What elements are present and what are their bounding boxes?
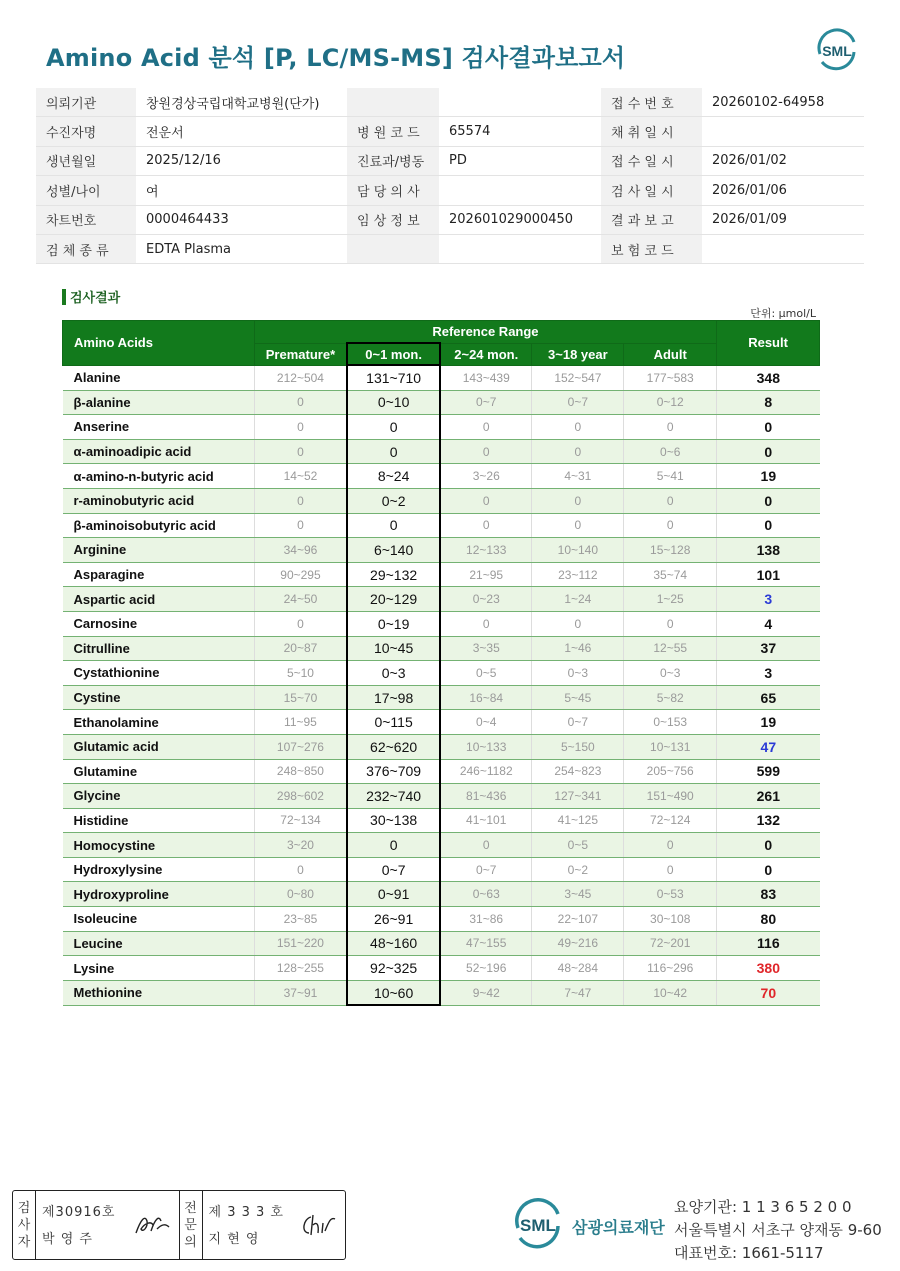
reference-range-cell: 37~91 — [254, 980, 347, 1005]
reference-range-cell: 0 — [624, 488, 717, 513]
header-3-18-year: 3~18 year — [532, 343, 624, 365]
reference-range-cell: 107~276 — [254, 734, 347, 759]
reference-range-cell: 0 — [532, 488, 624, 513]
amino-acid-name: Cystathionine — [63, 661, 255, 686]
reference-range-cell: 1~46 — [532, 636, 624, 661]
header-premature: Premature* — [254, 343, 347, 365]
contact-line-1: 요양기관: 1 1 3 6 5 2 0 0 — [674, 1198, 852, 1216]
reference-range-cell: 48~284 — [532, 956, 624, 981]
info-value — [702, 117, 864, 146]
reference-range-cell: 0 — [254, 513, 347, 538]
info-label: 성별/나이 — [36, 176, 136, 205]
result-row — [63, 464, 820, 489]
tester-label — [13, 1191, 36, 1259]
result-value: 3 — [717, 587, 820, 612]
info-value: EDTA Plasma — [136, 234, 347, 263]
reference-range-cell: 151~490 — [624, 784, 717, 809]
specialist-label — [179, 1191, 203, 1259]
result-value: 348 — [717, 365, 820, 390]
contact-line-3: 대표번호: 1661-5117 — [674, 1244, 824, 1262]
info-value — [439, 234, 601, 263]
amino-acid-name: Methionine — [63, 980, 255, 1005]
info-value: 20260102-64958 — [702, 88, 864, 117]
org-contact — [674, 1196, 882, 1265]
reference-range-cell: 5~150 — [532, 734, 624, 759]
info-label: 임 상 정 보 — [347, 205, 439, 234]
reference-range-cell: 7~47 — [532, 980, 624, 1005]
info-value: 2025/12/16 — [136, 146, 347, 175]
result-value: 83 — [717, 882, 820, 907]
result-value: 0 — [717, 513, 820, 538]
reference-range-cell: 29~132 — [347, 562, 440, 587]
amino-acid-name: Citrulline — [63, 636, 255, 661]
info-value: 창원경상국립대학교병원(단가) — [136, 88, 347, 117]
reference-range-cell: 0~3 — [347, 661, 440, 686]
reference-range-cell: 0~115 — [347, 710, 440, 735]
info-value: 65574 — [439, 117, 601, 146]
amino-acid-name: r-aminobutyric acid — [63, 488, 255, 513]
amino-acid-name: Hydroxylysine — [63, 857, 255, 882]
reference-range-cell: 0~91 — [347, 882, 440, 907]
result-row — [63, 365, 820, 390]
info-value: 2026/01/09 — [702, 205, 864, 234]
reference-range-cell: 0 — [440, 488, 532, 513]
vertical-char: 사 — [17, 1217, 31, 1233]
result-value: 0 — [717, 415, 820, 440]
reference-range-cell: 0 — [624, 833, 717, 858]
reference-range-cell: 177~583 — [624, 365, 717, 390]
info-row — [36, 146, 864, 175]
result-value: 47 — [717, 734, 820, 759]
result-value: 380 — [717, 956, 820, 981]
logo-top-text: SML — [822, 43, 852, 59]
result-value: 0 — [717, 857, 820, 882]
reference-range-cell: 23~85 — [254, 907, 347, 932]
amino-acid-name: Hydroxyproline — [63, 882, 255, 907]
reference-range-cell: 24~50 — [254, 587, 347, 612]
amino-acid-name: Glutamic acid — [63, 734, 255, 759]
reference-range-cell: 41~125 — [532, 808, 624, 833]
result-value: 0 — [717, 439, 820, 464]
reference-range-cell: 0~5 — [532, 833, 624, 858]
result-row — [63, 808, 820, 833]
info-value: 여 — [136, 176, 347, 205]
info-row — [36, 234, 864, 263]
reference-range-cell: 35~74 — [624, 562, 717, 587]
result-value: 599 — [717, 759, 820, 784]
reference-range-cell: 41~101 — [440, 808, 532, 833]
info-label: 검 사 일 시 — [601, 176, 702, 205]
vertical-char: 전 — [184, 1200, 197, 1216]
specialist-signature-icon — [299, 1211, 337, 1239]
reference-range-cell: 0~153 — [624, 710, 717, 735]
reference-range-cell: 298~602 — [254, 784, 347, 809]
reference-range-cell: 0~5 — [440, 661, 532, 686]
reference-range-cell: 0 — [254, 415, 347, 440]
result-row — [63, 415, 820, 440]
header-adult: Adult — [624, 343, 717, 365]
reference-range-cell: 0~23 — [440, 587, 532, 612]
reference-range-cell: 3~45 — [532, 882, 624, 907]
info-value: PD — [439, 146, 601, 175]
amino-acid-name: Alanine — [63, 365, 255, 390]
reference-range-cell: 0 — [440, 611, 532, 636]
header-amino-acids: Amino Acids — [63, 321, 255, 366]
info-value: 2026/01/02 — [702, 146, 864, 175]
result-row — [63, 734, 820, 759]
reference-range-cell: 0 — [440, 439, 532, 464]
amino-acid-name: β-alanine — [63, 390, 255, 415]
header-reference-range: Reference Range — [254, 321, 716, 344]
contact-line-2: 서울특별시 서초구 양재동 9-60 — [674, 1221, 882, 1239]
reference-range-cell: 10~60 — [347, 980, 440, 1005]
info-label: 진료과/병동 — [347, 146, 439, 175]
reference-range-cell: 212~504 — [254, 365, 347, 390]
amino-acid-name: Leucine — [63, 931, 255, 956]
result-row — [63, 710, 820, 735]
header-result: Result — [717, 321, 820, 366]
specialist-license: 제 3 3 3 호 — [208, 1205, 284, 1220]
result-value: 101 — [717, 562, 820, 587]
patient-info-table — [36, 88, 864, 264]
reference-range-cell: 1~25 — [624, 587, 717, 612]
sml-logo-icon — [510, 1198, 566, 1254]
info-row — [36, 117, 864, 146]
reference-range-cell: 52~196 — [440, 956, 532, 981]
reference-range-cell: 0~80 — [254, 882, 347, 907]
info-label: 수진자명 — [36, 117, 136, 146]
vertical-char: 검 — [17, 1200, 31, 1216]
reference-range-cell: 0 — [254, 439, 347, 464]
result-value: 80 — [717, 907, 820, 932]
reference-range-cell: 0~7 — [532, 390, 624, 415]
info-label: 접 수 일 시 — [601, 146, 702, 175]
tester-license: 제30916호 — [42, 1205, 116, 1220]
patient-info — [36, 88, 864, 264]
info-row — [36, 176, 864, 205]
reference-range-cell: 90~295 — [254, 562, 347, 587]
reference-range-cell: 0 — [440, 415, 532, 440]
reference-range-cell: 21~95 — [440, 562, 532, 587]
signature-box — [12, 1190, 346, 1260]
amino-acid-name: Homocystine — [63, 833, 255, 858]
reference-range-cell: 128~255 — [254, 956, 347, 981]
reference-range-cell: 0 — [532, 611, 624, 636]
reference-range-cell: 10~42 — [624, 980, 717, 1005]
reference-range-cell: 0 — [254, 488, 347, 513]
info-label: 검 체 종 류 — [36, 234, 136, 263]
result-row — [63, 562, 820, 587]
reference-range-cell: 1~24 — [532, 587, 624, 612]
reference-range-cell: 0~53 — [624, 882, 717, 907]
result-value: 37 — [717, 636, 820, 661]
info-value: 0000464433 — [136, 205, 347, 234]
amino-acid-name: α-aminoadipic acid — [63, 439, 255, 464]
result-value: 0 — [717, 488, 820, 513]
reference-range-cell: 47~155 — [440, 931, 532, 956]
info-value: 전운서 — [136, 117, 347, 146]
result-row — [63, 980, 820, 1005]
reference-range-cell: 8~24 — [347, 464, 440, 489]
specialist-name: 지 현 영 — [208, 1232, 260, 1247]
result-value: 70 — [717, 980, 820, 1005]
result-row — [63, 513, 820, 538]
amino-acid-name: Glycine — [63, 784, 255, 809]
reference-range-cell: 0 — [254, 390, 347, 415]
section-bar — [62, 289, 66, 305]
result-row — [63, 956, 820, 981]
reference-range-cell: 11~95 — [254, 710, 347, 735]
info-value — [702, 234, 864, 263]
reference-range-cell: 15~128 — [624, 538, 717, 563]
result-row — [63, 857, 820, 882]
unit-label: 단위: μmol/L — [750, 307, 816, 320]
reference-range-cell: 0~7 — [347, 857, 440, 882]
info-label — [347, 234, 439, 263]
result-value: 116 — [717, 931, 820, 956]
reference-range-cell: 0~7 — [532, 710, 624, 735]
info-row — [36, 205, 864, 234]
reference-range-cell: 30~108 — [624, 907, 717, 932]
amino-acid-name: Histidine — [63, 808, 255, 833]
result-row — [63, 390, 820, 415]
result-row — [63, 587, 820, 612]
results-table — [62, 320, 820, 1006]
reference-range-cell: 0 — [440, 513, 532, 538]
reference-range-cell: 0~10 — [347, 390, 440, 415]
reference-range-cell: 232~740 — [347, 784, 440, 809]
result-row — [63, 611, 820, 636]
amino-acid-name: β-aminoisobutyric acid — [63, 513, 255, 538]
reference-range-cell: 30~138 — [347, 808, 440, 833]
info-label: 보 험 코 드 — [601, 234, 702, 263]
reference-range-cell: 0 — [254, 611, 347, 636]
result-value: 4 — [717, 611, 820, 636]
result-value: 138 — [717, 538, 820, 563]
org-name: 삼광의료재단 — [572, 1217, 665, 1237]
result-value: 3 — [717, 661, 820, 686]
reference-range-cell: 0 — [532, 513, 624, 538]
vertical-char: 의 — [184, 1234, 197, 1250]
reference-range-cell: 0 — [440, 833, 532, 858]
result-row — [63, 661, 820, 686]
reference-range-cell: 20~87 — [254, 636, 347, 661]
reference-range-cell: 0 — [624, 513, 717, 538]
reference-range-cell: 5~10 — [254, 661, 347, 686]
reference-range-cell: 10~131 — [624, 734, 717, 759]
reference-range-cell: 3~35 — [440, 636, 532, 661]
footer — [0, 1180, 900, 1271]
reference-range-cell: 5~41 — [624, 464, 717, 489]
report-title: Amino Acid 분석 [P, LC/MS-MS] 검사결과보고서 — [46, 44, 626, 72]
reference-range-cell: 10~45 — [347, 636, 440, 661]
info-label — [347, 88, 439, 117]
org-brand — [510, 1198, 665, 1254]
info-label: 의뢰기관 — [36, 88, 136, 117]
header-0-1-mon: 0~1 mon. — [347, 343, 440, 365]
reference-range-cell: 0~7 — [440, 857, 532, 882]
result-value: 0 — [717, 833, 820, 858]
reference-range-cell: 5~45 — [532, 685, 624, 710]
reference-range-cell: 248~850 — [254, 759, 347, 784]
info-value — [439, 176, 601, 205]
reference-range-cell: 131~710 — [347, 365, 440, 390]
reference-range-cell: 0~63 — [440, 882, 532, 907]
result-value: 65 — [717, 685, 820, 710]
reference-range-cell: 72~134 — [254, 808, 347, 833]
reference-range-cell: 0 — [532, 415, 624, 440]
tester-signature-icon — [133, 1211, 171, 1239]
amino-acid-name: Arginine — [63, 538, 255, 563]
amino-acid-name: α-amino-n-butyric acid — [63, 464, 255, 489]
reference-range-cell: 49~216 — [532, 931, 624, 956]
reference-range-cell: 0~3 — [532, 661, 624, 686]
result-value: 8 — [717, 390, 820, 415]
specialist-cell — [203, 1191, 346, 1259]
reference-range-cell: 127~341 — [532, 784, 624, 809]
amino-acid-name: Anserine — [63, 415, 255, 440]
reference-range-cell: 0 — [624, 415, 717, 440]
reference-range-cell: 20~129 — [347, 587, 440, 612]
reference-range-cell: 4~31 — [532, 464, 624, 489]
amino-acid-name: Ethanolamine — [63, 710, 255, 735]
amino-acid-name: Isoleucine — [63, 907, 255, 932]
info-value: 202601029000450 — [439, 205, 601, 234]
result-row — [63, 685, 820, 710]
tester-cell — [36, 1191, 179, 1259]
header-2-24-mon: 2~24 mon. — [440, 343, 532, 365]
reference-range-cell: 152~547 — [532, 365, 624, 390]
result-row — [63, 759, 820, 784]
result-value: 19 — [717, 710, 820, 735]
section-title — [62, 287, 120, 306]
reference-range-cell: 10~133 — [440, 734, 532, 759]
reference-range-cell: 62~620 — [347, 734, 440, 759]
reference-range-cell: 0 — [624, 857, 717, 882]
reference-range-cell: 26~91 — [347, 907, 440, 932]
info-label: 결 과 보 고 — [601, 205, 702, 234]
reference-range-cell: 0~19 — [347, 611, 440, 636]
reference-range-cell: 72~201 — [624, 931, 717, 956]
reference-range-cell: 0 — [347, 415, 440, 440]
amino-acid-name: Cystine — [63, 685, 255, 710]
reference-range-cell: 81~436 — [440, 784, 532, 809]
info-label: 채 취 일 시 — [601, 117, 702, 146]
amino-acid-name: Glutamine — [63, 759, 255, 784]
reference-range-cell: 3~26 — [440, 464, 532, 489]
reference-range-cell: 34~96 — [254, 538, 347, 563]
result-row — [63, 931, 820, 956]
reference-range-cell: 9~42 — [440, 980, 532, 1005]
result-row — [63, 882, 820, 907]
result-row — [63, 784, 820, 809]
reference-range-cell: 0 — [347, 439, 440, 464]
result-row — [63, 538, 820, 563]
reference-range-cell: 92~325 — [347, 956, 440, 981]
reference-range-cell: 0 — [347, 513, 440, 538]
result-value: 261 — [717, 784, 820, 809]
reference-range-cell: 376~709 — [347, 759, 440, 784]
reference-range-cell: 23~112 — [532, 562, 624, 587]
reference-range-cell: 14~52 — [254, 464, 347, 489]
reference-range-cell: 116~296 — [624, 956, 717, 981]
reference-range-cell: 0~4 — [440, 710, 532, 735]
reference-range-cell: 151~220 — [254, 931, 347, 956]
info-label: 접 수 번 호 — [601, 88, 702, 117]
info-label: 차트번호 — [36, 205, 136, 234]
tester-name: 박 영 주 — [42, 1232, 93, 1247]
result-value: 132 — [717, 808, 820, 833]
reference-range-cell: 0 — [624, 611, 717, 636]
result-row — [63, 636, 820, 661]
result-row — [63, 833, 820, 858]
reference-range-cell: 15~70 — [254, 685, 347, 710]
reference-range-cell: 12~133 — [440, 538, 532, 563]
amino-acid-name: Carnosine — [63, 611, 255, 636]
info-value — [439, 88, 601, 117]
reference-range-cell: 0 — [532, 439, 624, 464]
reference-range-cell: 6~140 — [347, 538, 440, 563]
reference-range-cell: 0~12 — [624, 390, 717, 415]
result-row — [63, 488, 820, 513]
reference-range-cell: 0~2 — [347, 488, 440, 513]
reference-range-cell: 17~98 — [347, 685, 440, 710]
reference-range-cell: 5~82 — [624, 685, 717, 710]
reference-range-cell: 254~823 — [532, 759, 624, 784]
vertical-char: 문 — [184, 1217, 197, 1233]
info-row — [36, 88, 864, 117]
result-value: 19 — [717, 464, 820, 489]
section-title-text: 검사결과 — [70, 291, 121, 306]
reference-range-cell: 12~55 — [624, 636, 717, 661]
reference-range-cell: 205~756 — [624, 759, 717, 784]
reference-range-cell: 0~7 — [440, 390, 532, 415]
reference-range-cell: 10~140 — [532, 538, 624, 563]
reference-range-cell: 0~2 — [532, 857, 624, 882]
results-panel — [62, 320, 820, 1006]
reference-range-cell: 16~84 — [440, 685, 532, 710]
reference-range-cell: 48~160 — [347, 931, 440, 956]
reference-range-cell: 0~6 — [624, 439, 717, 464]
reference-range-cell: 31~86 — [440, 907, 532, 932]
reference-range-cell: 3~20 — [254, 833, 347, 858]
reference-range-cell: 0 — [347, 833, 440, 858]
info-value: 2026/01/06 — [702, 176, 864, 205]
reference-range-cell: 143~439 — [440, 365, 532, 390]
reference-range-cell: 246~1182 — [440, 759, 532, 784]
sml-logo-icon — [812, 28, 862, 74]
info-label: 담 당 의 사 — [347, 176, 439, 205]
amino-acid-name: Lysine — [63, 956, 255, 981]
vertical-char: 자 — [17, 1234, 31, 1250]
reference-range-cell: 0~3 — [624, 661, 717, 686]
result-row — [63, 439, 820, 464]
info-label: 병 원 코 드 — [347, 117, 439, 146]
logo-bottom-text: SML — [520, 1216, 556, 1235]
amino-acid-name: Asparagine — [63, 562, 255, 587]
result-row — [63, 907, 820, 932]
info-label: 생년월일 — [36, 146, 136, 175]
amino-acid-name: Aspartic acid — [63, 587, 255, 612]
reference-range-cell: 72~124 — [624, 808, 717, 833]
reference-range-cell: 22~107 — [532, 907, 624, 932]
reference-range-cell: 0 — [254, 857, 347, 882]
